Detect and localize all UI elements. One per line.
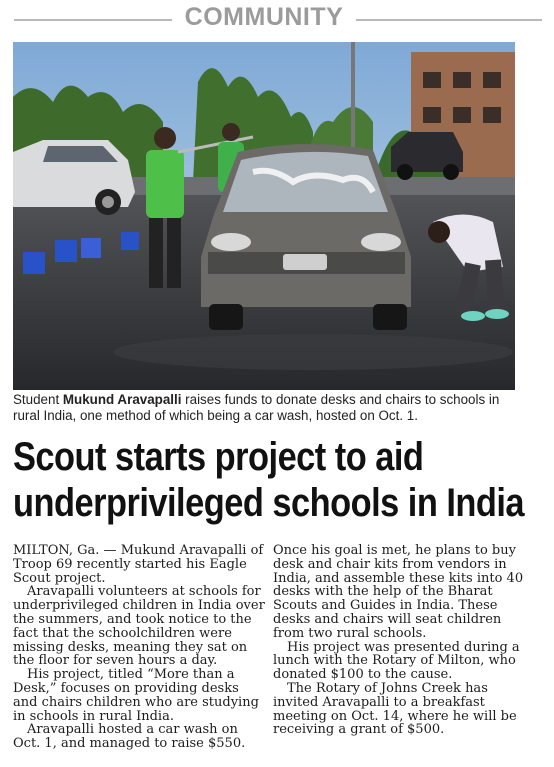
article-column-1 <box>13 544 265 751</box>
article-paragraph: The Rotary of Johns Creek has invited Aravapalli to a breakfast meeting on Oct. 14, where he will be receiving a grant of $500. <box>273 680 517 738</box>
article-paragraph: His project, titled “More than a Desk,” focuses on providing desks and chairs children who are studying in schools in rural India. <box>13 667 259 724</box>
article-paragraph: Once his goal is met, he plans to buy desk and chair kits from vendors in India, and assemble these kits into 40 desks with the help of the Bharat Scouts and Guides in India. These desks and chairs will seat children from two rural schools. <box>273 543 524 641</box>
header-rule-right <box>356 19 542 21</box>
article-paragraph: MILTON, Ga. — Mukund Aravapalli of Troop 69 recently started his Eagle Scout project. <box>13 543 264 586</box>
car-wash-photo <box>13 42 515 390</box>
header-rule-left <box>14 19 172 21</box>
car-wash-photo-illustration <box>13 42 515 390</box>
article-column-2 <box>273 544 535 737</box>
headline-line-1: Scout starts project to aid <box>13 435 424 479</box>
section-header <box>0 0 554 36</box>
headline-line-2: underprivileged schools in India <box>13 481 525 525</box>
article-headline <box>13 434 543 526</box>
section-label: COMMUNITY <box>184 3 344 31</box>
caption-rest: raises funds to donate desks and chairs to schools in rural India, one method of which being a car wash, hosted on Oct. 1. <box>13 392 500 423</box>
article-paragraph: His project was presented during a lunch with the Rotary of Milton, who donated $100 to the cause. <box>273 639 520 683</box>
caption-prefix: Student <box>13 392 63 407</box>
photo-caption <box>13 392 523 424</box>
caption-name: Mukund Aravapalli <box>62 392 182 407</box>
article-paragraph: Aravapalli hosted a car wash on Oct. 1, and managed to raise $550. <box>13 722 246 752</box>
article-paragraph: Aravapalli volunteers at schools for underprivileged children in India over the summers, and took notice to the fact that the schoolchildren were missing desks, meaning they sat on the floor for seven hours a day. <box>13 584 265 669</box>
